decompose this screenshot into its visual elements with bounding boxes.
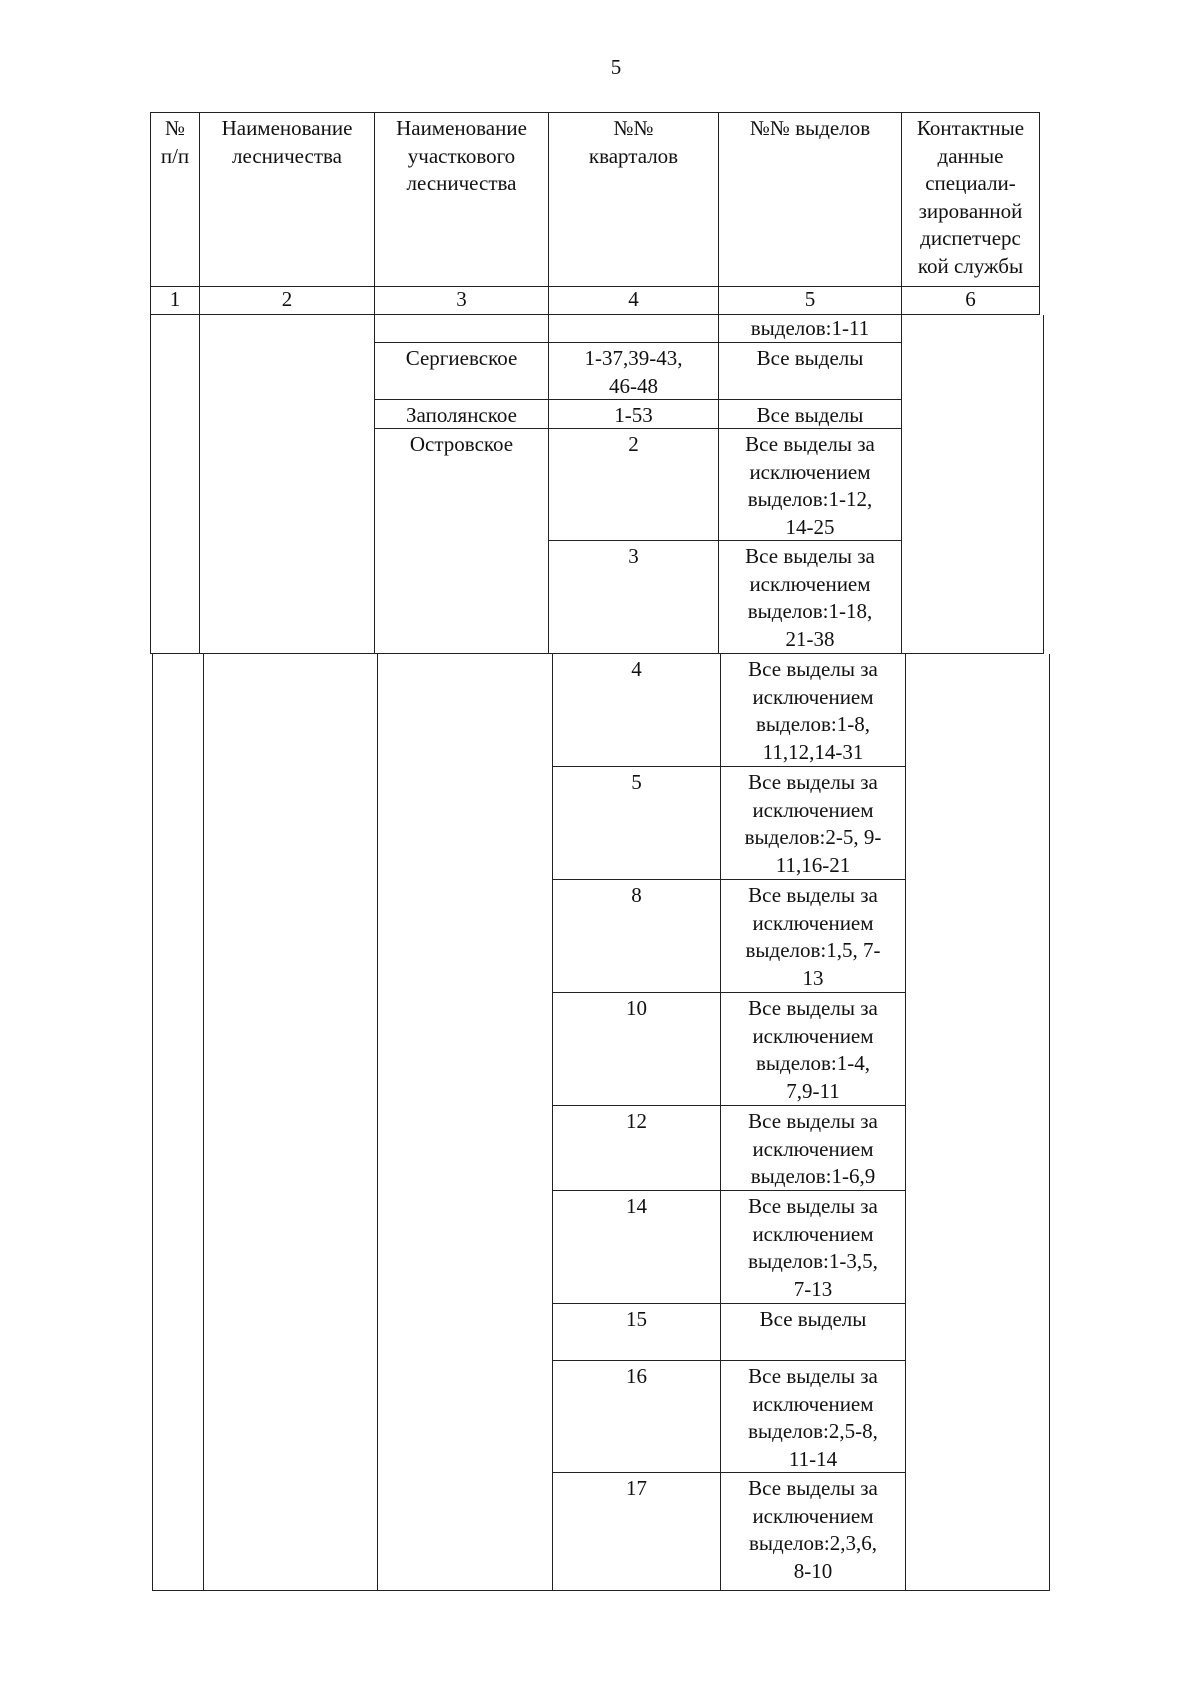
row-number-cell — [150, 315, 199, 654]
district-cell: Островское — [374, 429, 548, 654]
quarters-cell: 1-37,39-43, 46-48 — [548, 343, 718, 400]
parcels-cell: Все выделы за исключением выделов:1-3,5, 7-13 — [720, 1191, 905, 1304]
district-cell — [374, 315, 548, 343]
quarters-cell: 3 — [548, 541, 718, 654]
column-number: 6 — [901, 287, 1040, 315]
district-cell — [377, 654, 552, 1591]
header-row-number: № п/п — [150, 112, 199, 287]
quarters-cell: 12 — [552, 1106, 720, 1191]
page-number: 5 — [610, 55, 622, 79]
column-number: 4 — [548, 287, 718, 315]
quarters-cell: 15 — [552, 1304, 720, 1361]
parcels-cell: Все выделы за исключением выделов:2,5-8, 11-14 — [720, 1361, 905, 1473]
quarters-cell: 1-53 — [548, 400, 718, 429]
parcels-cell: Все выделы — [720, 1304, 905, 1361]
parcels-cell: Все выделы за исключением выделов:1-4, 7,9-11 — [720, 993, 905, 1106]
quarters-cell: 14 — [552, 1191, 720, 1304]
parcels-cell: Все выделы за исключением выделов:1-8, 11,12,14-31 — [720, 654, 905, 767]
header-contact-data: Контактные данные специали- зированной диспетчерс кой службы — [901, 112, 1040, 287]
quarters-cell: 10 — [552, 993, 720, 1106]
header-forestry-name: Наименование лесничества — [199, 112, 374, 287]
column-number: 5 — [718, 287, 901, 315]
column-number: 3 — [374, 287, 548, 315]
forestry-name-cell — [203, 654, 377, 1591]
quarters-cell: 2 — [548, 429, 718, 541]
parcels-cell: Все выделы — [718, 400, 901, 429]
header-quarter-numbers: №№ кварталов — [548, 112, 718, 287]
quarters-cell: 5 — [552, 767, 720, 880]
quarters-cell: 8 — [552, 880, 720, 993]
parcels-cell: Все выделы за исключением выделов:1,5, 7- 13 — [720, 880, 905, 993]
contact-cell — [905, 654, 1050, 1591]
column-number: 1 — [150, 287, 199, 315]
district-cell: Сергиевское — [374, 343, 548, 400]
header-parcel-numbers: №№ выделов — [718, 112, 901, 287]
parcels-cell: Все выделы за исключением выделов:1-12, 14-25 — [718, 429, 901, 541]
quarters-cell: 17 — [552, 1473, 720, 1591]
header-district-forestry-name: Наименование участкового лесничества — [374, 112, 548, 287]
parcels-cell: Все выделы за исключением выделов:2-5, 9- 11,16-21 — [720, 767, 905, 880]
column-number: 2 — [199, 287, 374, 315]
row-number-cell — [152, 654, 203, 1591]
parcels-cell: Все выделы за исключением выделов:1-18, 21-38 — [718, 541, 901, 654]
parcels-cell: выделов:1-11 — [718, 315, 901, 343]
forestry-name-cell — [199, 315, 374, 654]
quarters-cell: 16 — [552, 1361, 720, 1473]
parcels-cell: Все выделы за исключением выделов:1-6,9 — [720, 1106, 905, 1191]
quarters-cell: 4 — [552, 654, 720, 767]
contact-cell — [901, 315, 1044, 654]
quarters-cell — [548, 315, 718, 343]
parcels-cell: Все выделы за исключением выделов:2,3,6, 8-10 — [720, 1473, 905, 1591]
district-cell: Заполянское — [374, 400, 548, 429]
parcels-cell: Все выделы — [718, 343, 901, 400]
